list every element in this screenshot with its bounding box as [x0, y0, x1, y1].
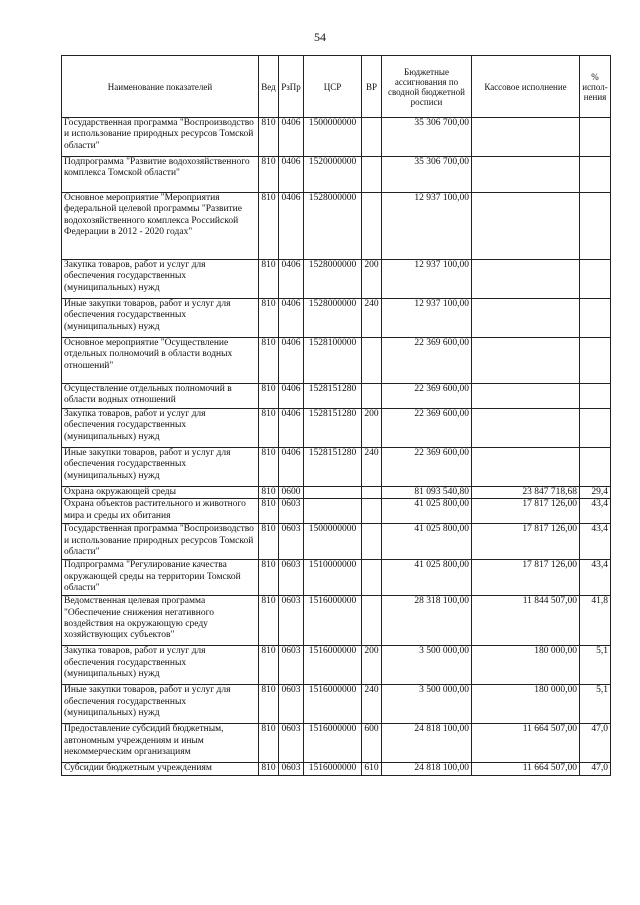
cell-rzpr: 0406 — [279, 384, 304, 409]
cell-ved: 810 — [259, 685, 279, 724]
cell-assignments: 22 369 600,00 — [382, 448, 472, 487]
cell-name: Основное мероприятие "Осуществление отдельных полномочий в области водных отношений" — [62, 338, 259, 384]
cell-percent: 43,4 — [580, 560, 611, 596]
cell-name: Иные закупки товаров, работ и услуг для обеспечения государственных (муниципальных) нужд — [62, 448, 259, 487]
cell-vr: 240 — [362, 448, 382, 487]
cell-name: Ведомственная целевая программа "Обеспечение снижения негативного воздействия на окружающую среду хозяйствующих субъектов" — [62, 596, 259, 646]
table-row — [62, 157, 611, 193]
header-percent: % испол- нения — [580, 56, 611, 118]
cell-name: Закупка товаров, работ и услуг для обеспечения государственных (муниципальных) нужд — [62, 260, 259, 299]
table-row — [62, 724, 611, 763]
cell-vr — [362, 338, 382, 384]
cell-name: Государственная программа "Воспроизводство и использование природных ресурсов Томской области" — [62, 524, 259, 560]
cell-percent — [580, 193, 611, 260]
cell-assignments: 3 500 000,00 — [382, 685, 472, 724]
cell-vr: 240 — [362, 685, 382, 724]
cell-csr: 1528151280 — [304, 448, 362, 487]
cell-ved: 810 — [259, 260, 279, 299]
cell-ved: 810 — [259, 118, 279, 157]
cell-name: Государственная программа "Воспроизводство и использование природных ресурсов Томской области" — [62, 118, 259, 157]
cell-assignments: 22 369 600,00 — [382, 409, 472, 448]
cell-cash: 23 847 718,68 — [472, 487, 580, 499]
cell-csr: 1500000000 — [304, 524, 362, 560]
cell-csr: 1528151280 — [304, 384, 362, 409]
table-row — [62, 685, 611, 724]
cell-csr: 1516000000 — [304, 763, 362, 775]
cell-cash — [472, 157, 580, 193]
cell-cash: 11 844 507,00 — [472, 596, 580, 646]
cell-ved: 810 — [259, 646, 279, 685]
cell-vr: 610 — [362, 763, 382, 775]
table-row — [62, 560, 611, 596]
cell-csr — [304, 487, 362, 499]
cell-assignments: 3 500 000,00 — [382, 646, 472, 685]
cell-rzpr: 0603 — [279, 560, 304, 596]
table-row — [62, 384, 611, 409]
page-number: 54 — [314, 30, 326, 44]
cell-vr — [362, 596, 382, 646]
cell-percent — [580, 448, 611, 487]
cell-name: Закупка товаров, работ и услуг для обеспечения государственных (муниципальных) нужд — [62, 409, 259, 448]
cell-rzpr: 0406 — [279, 409, 304, 448]
cell-percent — [580, 338, 611, 384]
cell-csr: 1516000000 — [304, 646, 362, 685]
cell-name: Субсидии бюджетным учреждениям — [62, 763, 259, 775]
cell-ved: 810 — [259, 338, 279, 384]
cell-rzpr: 0603 — [279, 646, 304, 685]
cell-cash — [472, 338, 580, 384]
cell-name: Подпрограмма "Развитие водохозяйственного комплекса Томской области" — [62, 157, 259, 193]
cell-name: Иные закупки товаров, работ и услуг для обеспечения государственных (муниципальных) нужд — [62, 299, 259, 338]
cell-ved: 810 — [259, 409, 279, 448]
cell-rzpr: 0406 — [279, 448, 304, 487]
cell-percent — [580, 409, 611, 448]
cell-cash — [472, 384, 580, 409]
cell-vr: 240 — [362, 299, 382, 338]
cell-assignments: 41 025 800,00 — [382, 499, 472, 524]
cell-csr: 1516000000 — [304, 685, 362, 724]
cell-cash: 11 664 507,00 — [472, 763, 580, 775]
cell-cash — [472, 193, 580, 260]
cell-cash — [472, 260, 580, 299]
cell-rzpr: 0603 — [279, 499, 304, 524]
cell-cash: 180 000,00 — [472, 646, 580, 685]
cell-csr — [304, 499, 362, 524]
table-header-row — [62, 56, 611, 118]
cell-name: Закупка товаров, работ и услуг для обеспечения государственных (муниципальных) нужд — [62, 646, 259, 685]
cell-cash — [472, 448, 580, 487]
cell-rzpr: 0603 — [279, 596, 304, 646]
cell-rzpr: 0406 — [279, 260, 304, 299]
cell-cash: 17 817 126,00 — [472, 560, 580, 596]
cell-percent — [580, 118, 611, 157]
cell-cash — [472, 409, 580, 448]
cell-assignments: 22 369 600,00 — [382, 338, 472, 384]
cell-cash: 180 000,00 — [472, 685, 580, 724]
cell-assignments: 24 818 100,00 — [382, 763, 472, 775]
cell-csr: 1516000000 — [304, 596, 362, 646]
table-row — [62, 646, 611, 685]
cell-assignments: 35 306 700,00 — [382, 118, 472, 157]
cell-percent: 47,0 — [580, 763, 611, 775]
cell-rzpr: 0406 — [279, 157, 304, 193]
header-vr: ВР — [362, 56, 382, 118]
cell-ved: 810 — [259, 596, 279, 646]
cell-csr: 1528000000 — [304, 299, 362, 338]
cell-csr: 1516000000 — [304, 724, 362, 763]
header-cash-execution: Кассовое исполнение — [472, 56, 580, 118]
cell-vr — [362, 384, 382, 409]
cell-csr: 1528000000 — [304, 260, 362, 299]
table-row — [62, 299, 611, 338]
cell-assignments: 12 937 100,00 — [382, 260, 472, 299]
cell-name: Предоставление субсидий бюджетным, автономным учреждениям и иным некоммерческим организациям — [62, 724, 259, 763]
cell-name: Иные закупки товаров, работ и услуг для обеспечения государственных (муниципальных) нужд — [62, 685, 259, 724]
cell-name: Охрана окружающей среды — [62, 487, 259, 499]
table-row — [62, 260, 611, 299]
cell-percent: 43,4 — [580, 524, 611, 560]
cell-percent — [580, 260, 611, 299]
cell-name: Осуществление отдельных полномочий в области водных отношений — [62, 384, 259, 409]
header-ved: Вед — [259, 56, 279, 118]
cell-percent — [580, 157, 611, 193]
table-row — [62, 409, 611, 448]
table-row — [62, 499, 611, 524]
cell-vr — [362, 499, 382, 524]
cell-rzpr: 0406 — [279, 338, 304, 384]
cell-vr — [362, 118, 382, 157]
cell-ved: 810 — [259, 763, 279, 775]
cell-percent: 41,8 — [580, 596, 611, 646]
header-assignments: Бюджетные ассигнования по сводной бюджетной росписи — [382, 56, 472, 118]
cell-rzpr: 0406 — [279, 118, 304, 157]
cell-cash — [472, 299, 580, 338]
cell-csr: 1528100000 — [304, 338, 362, 384]
cell-vr — [362, 193, 382, 260]
budget-table — [61, 55, 611, 776]
cell-csr: 1520000000 — [304, 157, 362, 193]
cell-ved: 810 — [259, 560, 279, 596]
cell-cash: 11 664 507,00 — [472, 724, 580, 763]
cell-ved: 810 — [259, 157, 279, 193]
cell-ved: 810 — [259, 724, 279, 763]
cell-csr: 1510000000 — [304, 560, 362, 596]
cell-rzpr: 0603 — [279, 524, 304, 560]
cell-vr — [362, 487, 382, 499]
cell-vr: 200 — [362, 646, 382, 685]
table-row — [62, 193, 611, 260]
header-csr: ЦСР — [304, 56, 362, 118]
cell-percent: 5,1 — [580, 685, 611, 724]
cell-vr: 200 — [362, 409, 382, 448]
cell-csr: 1528151280 — [304, 409, 362, 448]
cell-assignments: 41 025 800,00 — [382, 524, 472, 560]
cell-rzpr: 0406 — [279, 299, 304, 338]
cell-ved: 810 — [259, 299, 279, 338]
cell-name: Подпрограмма "Регулирование качества окружающей среды на территории Томской области" — [62, 560, 259, 596]
cell-ved: 810 — [259, 524, 279, 560]
cell-assignments: 41 025 800,00 — [382, 560, 472, 596]
cell-percent: 47,0 — [580, 724, 611, 763]
cell-cash: 17 817 126,00 — [472, 499, 580, 524]
table-row — [62, 596, 611, 646]
table-row — [62, 448, 611, 487]
cell-assignments: 24 818 100,00 — [382, 724, 472, 763]
cell-percent: 5,1 — [580, 646, 611, 685]
cell-assignments: 28 318 100,00 — [382, 596, 472, 646]
header-rzpr: РзПр — [279, 56, 304, 118]
table-row — [62, 763, 611, 775]
cell-cash — [472, 118, 580, 157]
cell-rzpr: 0603 — [279, 724, 304, 763]
cell-rzpr: 0603 — [279, 685, 304, 724]
cell-vr — [362, 524, 382, 560]
cell-ved: 810 — [259, 448, 279, 487]
cell-assignments: 22 369 600,00 — [382, 384, 472, 409]
cell-ved: 810 — [259, 193, 279, 260]
table-row — [62, 524, 611, 560]
cell-ved: 810 — [259, 499, 279, 524]
table-row — [62, 338, 611, 384]
cell-rzpr: 0600 — [279, 487, 304, 499]
cell-assignments: 35 306 700,00 — [382, 157, 472, 193]
table-row — [62, 487, 611, 499]
cell-ved: 810 — [259, 384, 279, 409]
cell-name: Охрана объектов растительного и животного мира и среды их обитания — [62, 499, 259, 524]
cell-percent — [580, 299, 611, 338]
cell-rzpr: 0603 — [279, 763, 304, 775]
cell-vr — [362, 560, 382, 596]
cell-csr: 1500000000 — [304, 118, 362, 157]
cell-ved: 810 — [259, 487, 279, 499]
cell-name: Основное мероприятие "Мероприятия федеральной целевой программы "Развитие водохозяйственного комплекса Российской Федерации в 2012 - 2020 годах" — [62, 193, 259, 260]
cell-csr: 1528000000 — [304, 193, 362, 260]
cell-percent: 29,4 — [580, 487, 611, 499]
cell-percent: 43,4 — [580, 499, 611, 524]
cell-assignments: 12 937 100,00 — [382, 193, 472, 260]
cell-assignments: 81 093 540,80 — [382, 487, 472, 499]
table-row — [62, 118, 611, 157]
cell-vr: 600 — [362, 724, 382, 763]
cell-cash: 17 817 126,00 — [472, 524, 580, 560]
cell-assignments: 12 937 100,00 — [382, 299, 472, 338]
header-name: Наименование показателей — [62, 56, 259, 118]
cell-percent — [580, 384, 611, 409]
cell-vr — [362, 157, 382, 193]
cell-rzpr: 0406 — [279, 193, 304, 260]
cell-vr: 200 — [362, 260, 382, 299]
